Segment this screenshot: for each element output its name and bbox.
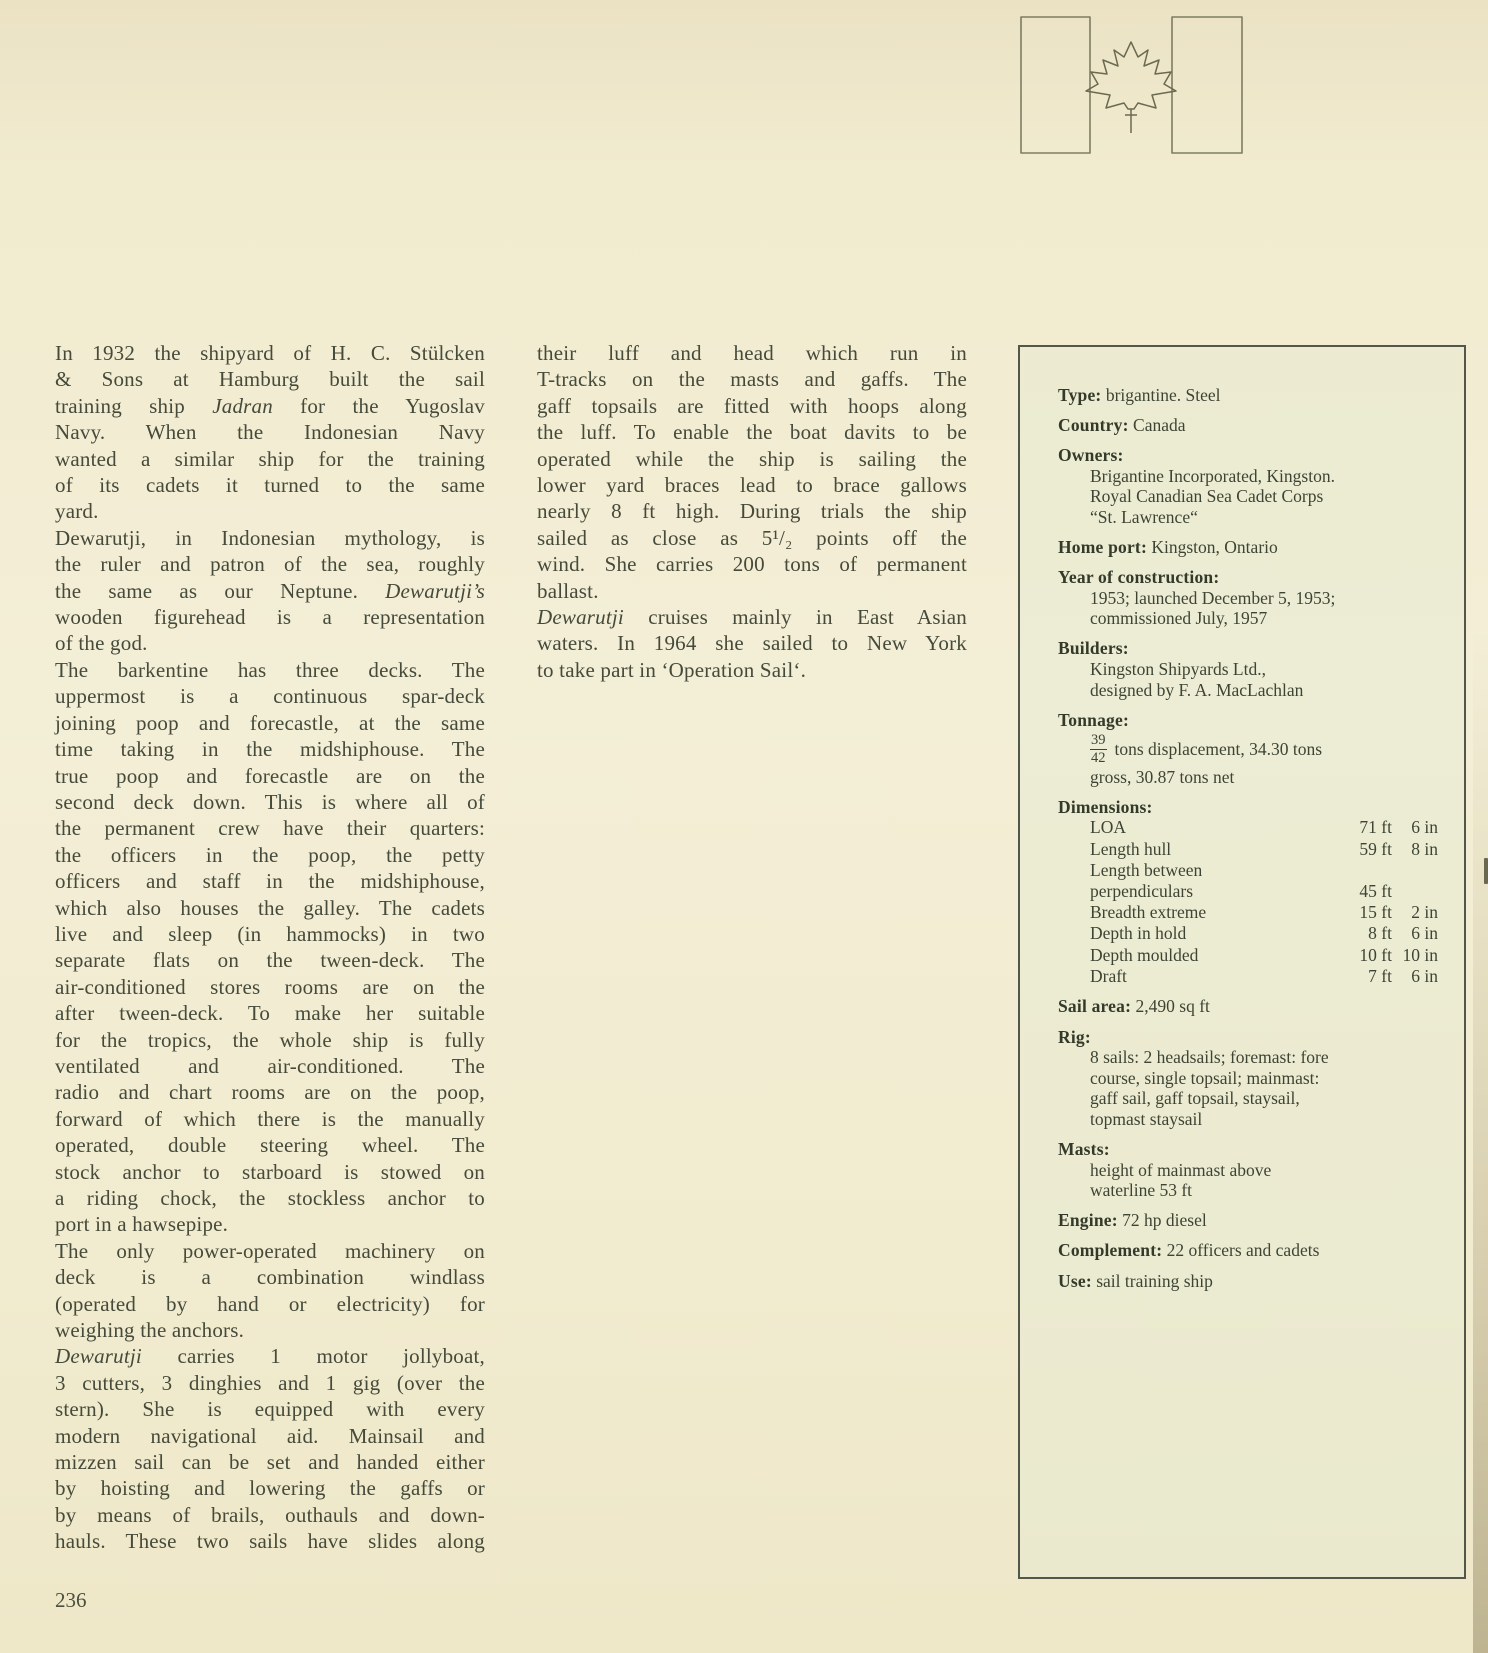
page-number: 236 [55,1588,87,1612]
flag-left-bar [1021,17,1090,153]
text-line: The only power-operated machinery on [55,1238,485,1263]
text-line: the permanent crew have their quarters: [55,816,485,841]
spec-entry [1058,567,1438,629]
text-line: port in a hawsepipe. [55,1212,229,1237]
dimension-feet: 8 ft [1368,923,1392,944]
spec-value: sail training ship [1091,1270,1213,1291]
dimension-inches: 6 in [1411,923,1438,944]
spec-value: 22 officers and cadets [1162,1240,1320,1261]
flag-right-bar [1172,17,1242,153]
dimension-name: Draft [1090,965,1127,986]
spec-entry [1058,385,1438,406]
dimension-name: Breadth extreme [1090,902,1207,923]
dimension-row [1090,945,1438,966]
dimension-row [1090,839,1438,860]
spec-value-line: gaff sail, gaff topsail, staysail, [1090,1088,1300,1109]
specifications-panel [1018,345,1466,1579]
text-line: second deck down. This is where all of [55,789,485,814]
spec-entry [1058,445,1438,527]
text-line: wooden figurehead is a representation [55,605,485,630]
spec-value: Kingston, Ontario [1147,537,1278,558]
spec-label: Masts: [1058,1139,1110,1160]
page-edge-mark [1484,858,1488,884]
spec-entry [1058,1271,1438,1292]
spec-value-line: 8 sails: 2 headsails; foremast: fore [1090,1047,1329,1068]
dimension-inches: 6 in [1411,965,1438,986]
paragraph [55,525,485,657]
text-line: stern). She is equipped with every [55,1397,485,1422]
text-line: the luff. To enable the boat davits to be [537,420,967,445]
text-line: gaff topsails are fitted with hoops along [537,393,967,418]
spec-value-line: designed by F. A. MacLachlan [1090,679,1304,700]
spec-value-line: “St. Lawrence“ [1090,506,1198,527]
maple-leaf-icon [1086,42,1176,133]
spec-entry [1058,1027,1438,1130]
spec-value-line: 1953; launched December 5, 1953; [1090,587,1336,608]
dimension-inches: 2 in [1411,902,1438,923]
tonnage-fraction-line [1090,732,1438,766]
dimension-feet: 15 ft [1359,902,1392,923]
text-line: their luff and head which run in [537,341,967,365]
spec-entry [1058,710,1438,788]
text-line: radio and chart rooms are on the poop, [55,1080,485,1105]
paragraph [537,604,967,683]
text-line: wind. She carries 200 tons of permanent [537,552,967,577]
spec-label: Type: [1058,385,1102,405]
spec-value-line: waterline 53 ft [1090,1180,1193,1201]
spec-value-line: topmast staysail [1090,1108,1203,1129]
text-line: the same as our Neptune. Dewarutji’s [55,578,485,603]
text-line: officers and staff in the midshiphouse, [55,869,485,894]
text-line: of the god. [55,631,148,656]
text-line: Dewarutji cruises mainly in East Asian [537,605,967,630]
dimension-row [1090,881,1438,902]
spec-label: Use: [1058,1270,1092,1291]
text-line: training ship Jadran for the Yugoslav [55,393,485,418]
spec-label: Engine: [1058,1210,1118,1231]
text-line: (operated by hand or electricity) for [55,1291,485,1316]
text-line: true poop and forecastle are on the [55,763,485,788]
spec-label: Country: [1058,415,1129,436]
spec-entry [1058,638,1438,700]
dimension-row [1090,817,1438,838]
text-line: The barkentine has three decks. The [55,657,485,682]
text-line: waters. In 1964 she sailed to New York [537,631,967,656]
text-line: by means of brails, outhauls and down- [55,1502,485,1527]
spec-value-line: commissioned July, 1957 [1090,608,1268,629]
text-line: a riding chock, the stockless anchor to [55,1186,485,1210]
text-line: the officers in the poop, the petty [55,842,485,867]
paragraph [537,340,967,604]
spec-label: Rig: [1058,1026,1091,1047]
spec-value-line: Royal Canadian Sea Cadet Corps [1090,486,1324,507]
fraction [1090,732,1107,766]
dimension-inches [1392,860,1438,881]
text-line: lower yard braces lead to brace gallows [537,473,967,498]
spec-entry [1058,415,1438,436]
paragraph [55,340,485,525]
fraction-numerator: 39 [1091,732,1106,749]
spec-value: tons displacement, 34.30 tons [1114,739,1323,760]
paragraph [55,1238,485,1344]
text-line: Dewarutji, in Indonesian mythology, is [55,525,485,550]
text-line: after tween-deck. To make her suitable [55,1001,485,1026]
text-line: operated, double steering wheel. The [55,1133,485,1158]
text-line: the ruler and patron of the sea, roughly [55,552,485,577]
text-line: hauls. These two sails have slides along [55,1529,485,1554]
dimension-feet: 45 ft [1359,880,1392,901]
spec-value-line: course, single topsail; mainmast: [1090,1067,1320,1088]
canada-flag-icon [1015,12,1247,160]
spec-label: Sail area: [1058,996,1132,1017]
text-line: & Sons at Hamburg built the sail [55,367,485,392]
spec-value-line: Brigantine Incorporated, Kingston. [1090,465,1335,486]
text-line: separate flats on the tween-deck. The [55,948,485,973]
spec-label: Year of construction: [1058,567,1220,588]
spec-value: 2,490 sq ft [1131,996,1210,1017]
text-line: air-conditioned stores rooms are on the [55,974,485,999]
text-line: stock anchor to starboard is stowed on [55,1159,485,1184]
text-line: ventilated and air-conditioned. The [55,1053,485,1078]
spec-value: Canada [1128,415,1186,436]
spec-entry [1058,797,1438,987]
text-line: T-tracks on the masts and gaffs. The [537,367,967,392]
dimension-inches: 8 in [1411,838,1438,859]
spec-value-line: Kingston Shipyards Ltd., [1090,659,1266,680]
spec-value: 72 hp diesel [1117,1210,1207,1231]
fraction-denominator: 42 [1091,749,1106,766]
page-edge-shading [1473,0,1488,1653]
dimension-row [1090,860,1438,881]
text-line: In 1932 the shipyard of H. C. Stülcken [55,341,485,365]
spec-label: Owners: [1058,445,1124,466]
text-column-left [55,340,485,1555]
dimension-name: perpendiculars [1090,880,1194,901]
paragraph [55,1343,485,1554]
dimension-feet [1296,860,1392,881]
text-line: modern navigational aid. Mainsail and [55,1423,485,1448]
dimension-name: Depth moulded [1090,944,1199,965]
spec-entry [1058,1210,1438,1231]
text-line: by hoisting and lowering the gaffs or [55,1476,485,1501]
text-line: mizzen sail can be set and handed either [55,1450,485,1475]
text-line: sailed as close as 5¹/₂ points off the [537,525,967,550]
text-line: nearly 8 ft high. During trials the ship [537,499,967,524]
text-line: Navy. When the Indonesian Navy [55,420,485,445]
text-line: deck is a combination windlass [55,1265,485,1290]
dimension-name: Length between [1090,859,1203,880]
text-line: yard. [55,499,99,524]
text-line: joining poop and forecastle, at the same [55,710,485,735]
text-line: weighing the anchors. [55,1318,245,1343]
spec-label: Builders: [1058,638,1129,659]
spec-value-line: height of mainmast above [1090,1159,1272,1180]
dimension-row [1090,923,1438,944]
spec-label: Home port: [1058,537,1147,558]
text-line: for the tropics, the whole ship is fully [55,1027,485,1052]
dimension-row [1090,966,1438,987]
text-line: to take part in ‘Operation Sail‘. [537,657,807,682]
text-line: live and sleep (in hammocks) in two [55,921,485,946]
spec-entry [1058,1139,1438,1201]
text-line: ballast. [537,578,599,603]
dimension-feet: 71 ft [1359,817,1392,838]
paragraph [55,657,485,1238]
text-line: 3 cutters, 3 dinghies and 1 gig (over the [55,1370,485,1395]
text-line: wanted a similar ship for the training [55,446,485,471]
spec-label: Dimensions: [1058,796,1153,817]
dimension-name: LOA [1090,817,1126,838]
spec-entry [1058,996,1438,1017]
dimension-feet: 59 ft [1359,838,1392,859]
spec-label: Complement: [1058,1240,1163,1261]
dimension-inches [1392,881,1438,902]
text-line: of its cadets it turned to the same [55,473,485,498]
dimension-name: Length hull [1090,838,1172,859]
dimension-row [1090,902,1438,923]
dimension-inches: 6 in [1411,817,1438,838]
dimension-feet: 10 ft [1359,944,1392,965]
text-line: operated while the ship is sailing the [537,446,967,471]
spec-label: Tonnage: [1058,709,1129,730]
dimension-feet: 7 ft [1368,965,1392,986]
spec-value: brigantine. Steel [1101,385,1221,405]
text-line: uppermost is a continuous spar-deck [55,684,485,709]
spec-value-line: gross, 30.87 tons net [1090,766,1235,787]
text-line: time taking in the midshiphouse. The [55,737,485,762]
text-column-middle [537,340,967,683]
dimension-name: Depth in hold [1090,923,1187,944]
spec-entry [1058,537,1438,558]
text-line: which also houses the galley. The cadets [55,895,485,920]
text-line: Dewarutji carries 1 motor jollyboat, [55,1344,485,1369]
spec-entry [1058,1240,1438,1261]
dimension-inches: 10 in [1402,944,1438,965]
text-line: forward of which there is the manually [55,1106,485,1131]
